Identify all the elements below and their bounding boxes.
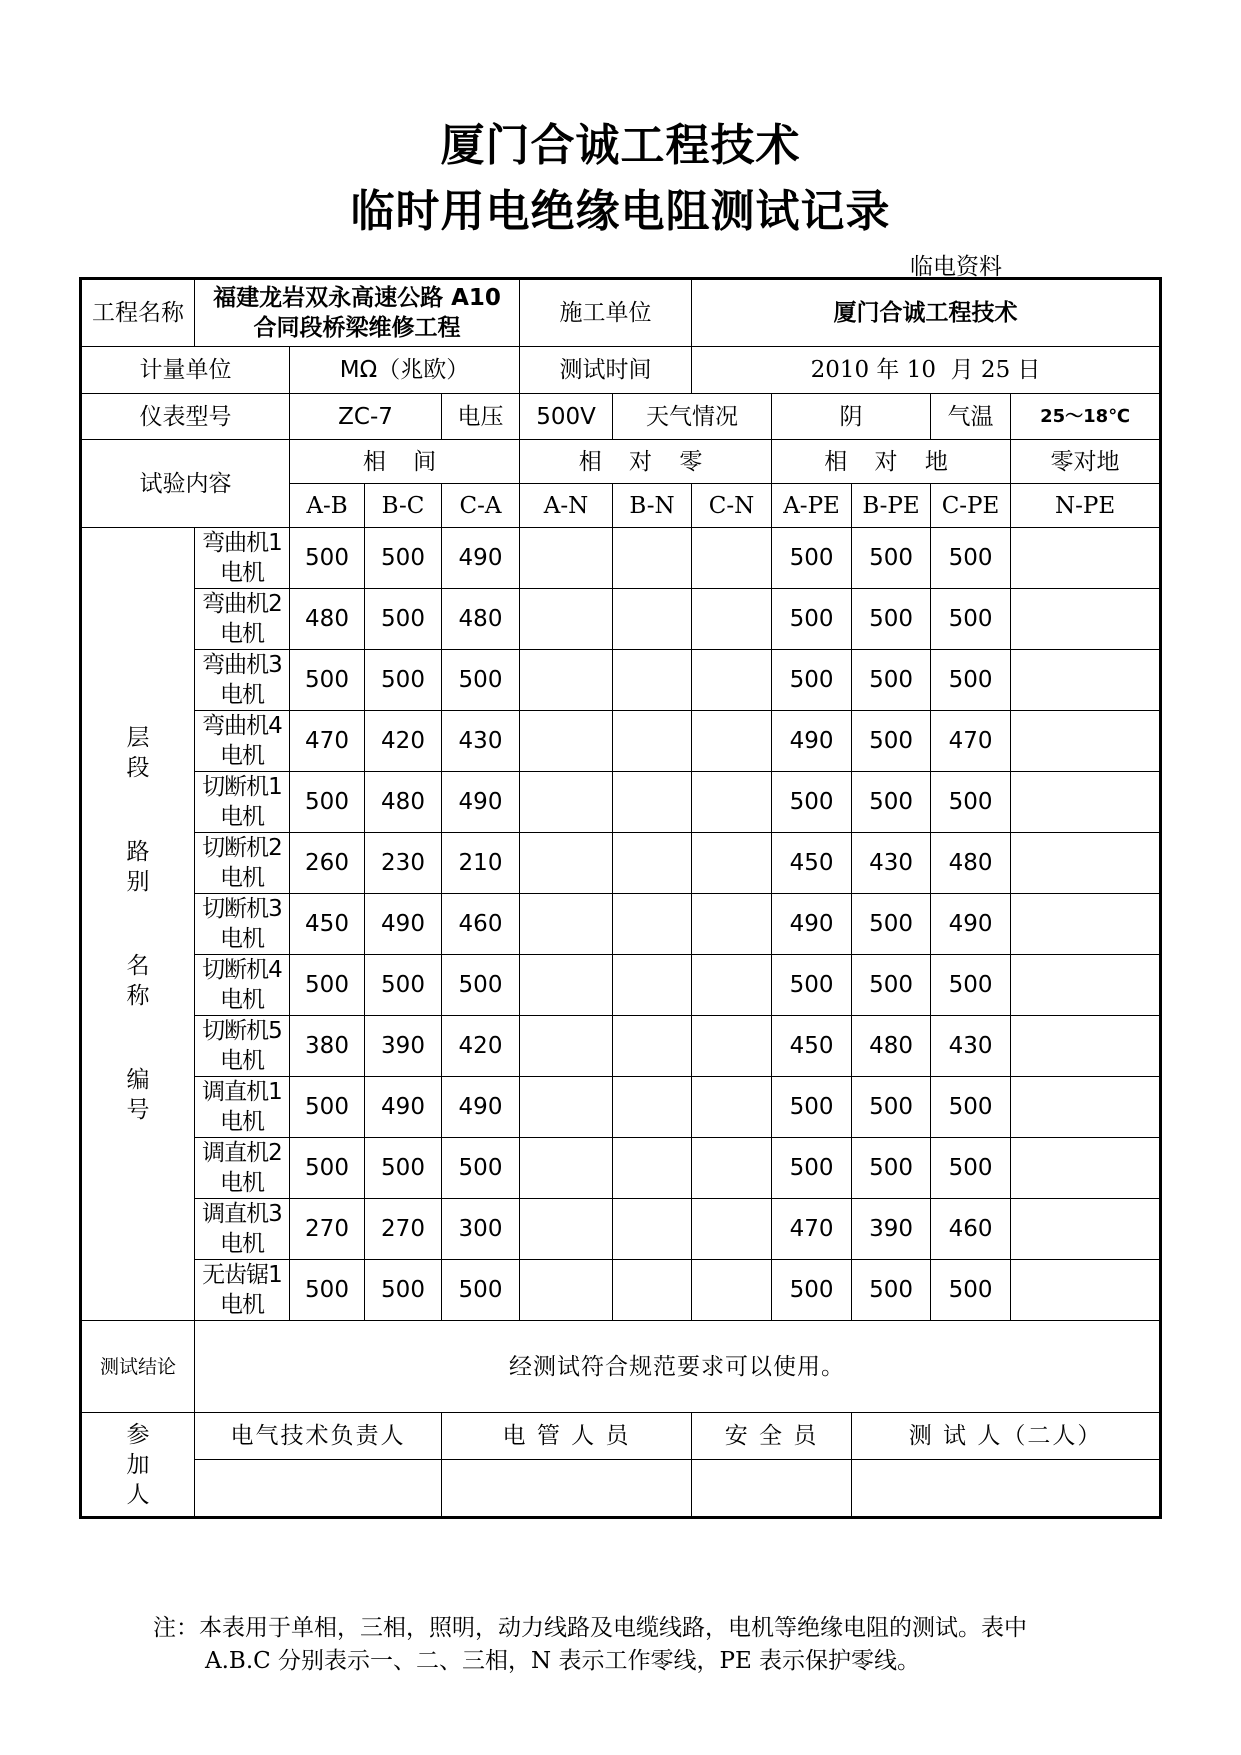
reading-a-n [520,894,613,955]
circuit-name-sub: 电机 [220,621,264,647]
unit-value: MΩ（兆欧） [290,347,520,394]
circuit-name-main: 切断机3 [202,896,282,922]
reading-b-pe: 480 [852,1016,931,1077]
circuit-name-main: 切断机5 [202,1018,282,1044]
table-row [81,833,1161,894]
temperature-label: 气温 [931,394,1011,440]
project-label: 工程名称 [81,279,195,347]
reading-c-a: 460 [442,894,520,955]
reading-c-n [692,589,772,650]
table-row [81,1260,1161,1321]
reading-c-pe: 500 [931,1077,1011,1138]
reading-b-c: 270 [365,1199,442,1260]
circuit-name-sub: 电机 [220,682,264,708]
reading-b-c: 500 [365,955,442,1016]
reading-b-c: 500 [365,1138,442,1199]
reading-c-pe: 490 [931,894,1011,955]
project-row [81,279,1161,347]
test-time-value: 2010 年 10 月 25 日 [692,347,1161,394]
circuit-name-sub: 电机 [220,926,264,952]
reading-c-n [692,955,772,1016]
reading-c-a: 430 [442,711,520,772]
reading-b-c: 500 [365,528,442,589]
reading-a-pe: 500 [772,1260,852,1321]
circuit-name-main: 弯曲机3 [202,652,282,678]
reading-c-a: 300 [442,1199,520,1260]
reading-c-pe: 430 [931,1016,1011,1077]
reading-b-c: 490 [365,894,442,955]
reading-b-n [613,1138,692,1199]
column-header-a-n: A-N [520,484,613,528]
reading-c-a: 490 [442,1077,520,1138]
reading-b-n [613,528,692,589]
reading-b-c: 490 [365,1077,442,1138]
table-row [81,528,1161,589]
voltage-label: 电压 [442,394,520,440]
reading-b-c: 480 [365,772,442,833]
reading-b-c: 390 [365,1016,442,1077]
table-row [81,711,1161,772]
reading-n-pe [1011,589,1161,650]
column-header-b-n: B-N [613,484,692,528]
circuit-name-sub: 电机 [220,560,264,586]
reading-c-n [692,1199,772,1260]
reading-b-n [613,833,692,894]
circuit-name-sub: 电机 [220,865,264,891]
reading-a-b: 480 [290,589,365,650]
reading-b-n [613,894,692,955]
column-header-c-a: C-A [442,484,520,528]
circuit-name [195,772,290,833]
reading-c-a: 490 [442,528,520,589]
reading-n-pe [1011,1260,1161,1321]
circuit-name-sub: 电机 [220,743,264,769]
reading-b-pe: 500 [852,1138,931,1199]
reading-c-a: 210 [442,833,520,894]
reading-b-c: 420 [365,711,442,772]
reading-c-pe: 470 [931,711,1011,772]
reading-b-pe: 430 [852,833,931,894]
conclusion-row [81,1321,1161,1413]
participant-signature-tester[interactable] [852,1460,1161,1518]
group-phase-to-neutral: 相 对 零 [520,440,772,484]
circuit-name-sub: 电机 [220,1231,264,1257]
reading-c-pe: 500 [931,589,1011,650]
document-title-line1: 厦门合诚工程技术 [440,120,801,171]
circuit-name-sub: 电机 [220,804,264,830]
circuit-name-label-char: 路 [126,839,150,865]
circuit-name-label-char: 段 [126,755,150,781]
contractor-value: 厦门合诚工程技术 [692,279,1161,347]
circuit-name-sub: 电机 [220,1292,264,1318]
reading-a-n [520,772,613,833]
reading-b-n [613,711,692,772]
meter-value: ZC-7 [290,394,442,440]
reading-a-n [520,1016,613,1077]
reading-c-n [692,833,772,894]
circuit-name-main: 切断机1 [202,774,282,800]
reading-a-pe: 470 [772,1199,852,1260]
participants-signature-row [81,1460,1161,1518]
participants-label-char: 加 [126,1451,150,1478]
project-value-line2: 合同段桥梁维修工程 [253,315,461,341]
reading-a-pe: 490 [772,711,852,772]
reading-a-b: 500 [290,955,365,1016]
circuit-name-label-char: 号 [126,1097,150,1123]
table-row [81,1199,1161,1260]
footnote-line2: A.B.C 分别表示一、二、三相，N 表示工作零线，PE 表示保护零线。 [205,1648,921,1674]
reading-n-pe [1011,833,1161,894]
circuit-name-label-char: 称 [126,983,150,1009]
conclusion-text: 经测试符合规范要求可以使用。 [195,1321,1161,1413]
participant-signature-electrician[interactable] [442,1460,692,1518]
circuit-name [195,1077,290,1138]
reading-b-pe: 500 [852,1077,931,1138]
reading-a-b: 500 [290,650,365,711]
reading-b-c: 500 [365,1260,442,1321]
group-phase-to-phase: 相 间 [290,440,520,484]
reading-a-b: 260 [290,833,365,894]
reading-c-n [692,772,772,833]
column-header-b-pe: B-PE [852,484,931,528]
circuit-name [195,1260,290,1321]
reading-a-pe: 500 [772,589,852,650]
reading-a-b: 500 [290,1260,365,1321]
participant-signature-electrical-tech-lead[interactable] [195,1460,442,1518]
reading-a-pe: 500 [772,650,852,711]
reading-b-c: 230 [365,833,442,894]
circuit-name-sub: 电机 [220,1109,264,1135]
reading-a-n [520,955,613,1016]
column-header-b-c: B-C [365,484,442,528]
reading-a-b: 500 [290,1077,365,1138]
table-row [81,589,1161,650]
participants-label-char: 参 [126,1421,150,1448]
reading-b-n [613,955,692,1016]
circuit-name-label-char: 编 [126,1067,150,1093]
meter-row [81,394,1161,440]
reading-a-pe: 500 [772,955,852,1016]
reading-a-n [520,711,613,772]
reading-a-pe: 450 [772,1016,852,1077]
circuit-name [195,1016,290,1077]
reading-b-n [613,772,692,833]
circuit-name-sub: 电机 [220,987,264,1013]
reading-a-n [520,1138,613,1199]
reading-c-a: 500 [442,1260,520,1321]
participants-label [81,1413,195,1518]
column-header-a-pe: A-PE [772,484,852,528]
insulation-test-record-table [79,277,1162,1519]
reading-n-pe [1011,1138,1161,1199]
circuit-name-label-char: 名 [126,953,150,979]
reading-n-pe [1011,955,1161,1016]
reading-a-pe: 500 [772,528,852,589]
test-time-label: 测试时间 [520,347,692,394]
reading-b-n [613,1016,692,1077]
reading-c-n [692,1077,772,1138]
reading-n-pe [1011,1199,1161,1260]
table-row [81,772,1161,833]
participant-role-electrician: 电 管 人 员 [442,1413,692,1460]
reading-a-b: 500 [290,1138,365,1199]
participants-label-char: 人 [126,1481,150,1508]
reading-c-n [692,1138,772,1199]
reading-c-pe: 480 [931,833,1011,894]
contractor-label: 施工单位 [520,279,692,347]
reading-b-pe: 390 [852,1199,931,1260]
reading-a-b: 500 [290,772,365,833]
circuit-name [195,650,290,711]
reading-c-a: 500 [442,1138,520,1199]
reading-c-n [692,894,772,955]
table-row [81,1077,1161,1138]
reading-c-pe: 500 [931,772,1011,833]
reading-c-n [692,650,772,711]
reading-c-pe: 460 [931,1199,1011,1260]
unit-label: 计量单位 [81,347,290,394]
circuit-name [195,833,290,894]
reading-b-pe: 500 [852,650,931,711]
reading-a-pe: 450 [772,833,852,894]
reading-a-n [520,833,613,894]
reading-c-pe: 500 [931,955,1011,1016]
participant-signature-safety-officer[interactable] [692,1460,852,1518]
reading-a-b: 500 [290,528,365,589]
reading-c-n [692,711,772,772]
reading-a-b: 470 [290,711,365,772]
column-header-n-pe: N-PE [1011,484,1161,528]
table-row [81,955,1161,1016]
test-content-label: 试验内容 [81,440,290,528]
group-neutral-to-ground: 零对地 [1011,440,1161,484]
reading-a-b: 380 [290,1016,365,1077]
circuit-name [195,589,290,650]
circuit-name-main: 调直机1 [202,1079,282,1105]
document-title-line2: 临时用电绝缘电阻测试记录 [350,186,891,237]
circuit-name-label-char: 别 [126,869,150,895]
reading-n-pe [1011,1016,1161,1077]
table-row [81,650,1161,711]
reading-b-pe: 500 [852,1260,931,1321]
reading-c-n [692,528,772,589]
reading-n-pe [1011,894,1161,955]
circuit-name-main: 切断机4 [202,957,282,983]
participant-role-safety-officer: 安 全 员 [692,1413,852,1460]
column-header-c-pe: C-PE [931,484,1011,528]
reading-c-a: 500 [442,955,520,1016]
group-phase-to-ground: 相 对 地 [772,440,1011,484]
circuit-name-main: 弯曲机1 [202,530,282,556]
project-value [195,279,520,347]
table-row [81,1016,1161,1077]
reading-n-pe [1011,528,1161,589]
reading-n-pe [1011,650,1161,711]
circuit-name-main: 调直机2 [202,1140,282,1166]
reading-c-a: 480 [442,589,520,650]
column-header-a-b: A-B [290,484,365,528]
footnote-line1: 注：本表用于单相，三相，照明，动力线路及电缆线路，电机等绝缘电阻的测试。表中 [153,1615,1027,1641]
reading-c-a: 490 [442,772,520,833]
reading-a-n [520,1077,613,1138]
reading-n-pe [1011,711,1161,772]
table-row [81,1138,1161,1199]
unit-row [81,347,1161,394]
circuit-name-main: 调直机3 [202,1201,282,1227]
weather-label: 天气情况 [613,394,772,440]
reading-c-a: 420 [442,1016,520,1077]
footnote [153,1612,1153,1678]
document-category-tag: 临电资料 [910,254,1002,280]
reading-a-n [520,1260,613,1321]
group-header-row [81,440,1161,484]
reading-b-n [613,1260,692,1321]
reading-n-pe [1011,1077,1161,1138]
reading-b-n [613,589,692,650]
reading-b-pe: 500 [852,589,931,650]
reading-b-c: 500 [365,650,442,711]
circuit-name-main: 弯曲机2 [202,591,282,617]
reading-b-pe: 500 [852,772,931,833]
circuit-name-sub: 电机 [220,1170,264,1196]
reading-a-pe: 500 [772,1077,852,1138]
reading-n-pe [1011,772,1161,833]
reading-c-pe: 500 [931,1138,1011,1199]
reading-a-n [520,1199,613,1260]
reading-c-pe: 500 [931,528,1011,589]
temperature-value: 25～18℃ [1011,394,1161,440]
reading-a-n [520,589,613,650]
circuit-name [195,528,290,589]
reading-c-pe: 500 [931,1260,1011,1321]
reading-b-n [613,650,692,711]
circuit-name [195,711,290,772]
reading-b-pe: 500 [852,894,931,955]
participant-role-electrical-tech-lead: 电气技术负责人 [195,1413,442,1460]
participants-role-row [81,1413,1161,1460]
circuit-name [195,894,290,955]
voltage-value: 500V [520,394,613,440]
reading-b-pe: 500 [852,528,931,589]
circuit-name-label [81,528,195,1321]
weather-value: 阴 [772,394,931,440]
conclusion-label: 测试结论 [81,1321,195,1413]
reading-c-n [692,1016,772,1077]
reading-c-n [692,1260,772,1321]
reading-b-n [613,1077,692,1138]
reading-a-pe: 500 [772,772,852,833]
reading-a-b: 450 [290,894,365,955]
column-header-c-n: C-N [692,484,772,528]
circuit-name-main: 无齿锯1 [202,1262,282,1288]
project-value-line1: 福建龙岩双永高速公路 A10 [213,285,501,311]
reading-b-c: 500 [365,589,442,650]
participant-role-tester: 测 试 人（二人） [852,1413,1161,1460]
reading-a-n [520,528,613,589]
reading-a-b: 270 [290,1199,365,1260]
table-row [81,894,1161,955]
circuit-name-main: 弯曲机4 [202,713,282,739]
reading-c-a: 500 [442,650,520,711]
reading-c-pe: 500 [931,650,1011,711]
circuit-name-sub: 电机 [220,1048,264,1074]
circuit-name [195,1199,290,1260]
circuit-name [195,955,290,1016]
reading-a-pe: 500 [772,1138,852,1199]
reading-a-n [520,650,613,711]
reading-a-pe: 490 [772,894,852,955]
reading-b-pe: 500 [852,711,931,772]
circuit-name-main: 切断机2 [202,835,282,861]
reading-b-pe: 500 [852,955,931,1016]
circuit-name-label-char: 层 [126,725,150,751]
circuit-name [195,1138,290,1199]
meter-label: 仪表型号 [81,394,290,440]
reading-b-n [613,1199,692,1260]
